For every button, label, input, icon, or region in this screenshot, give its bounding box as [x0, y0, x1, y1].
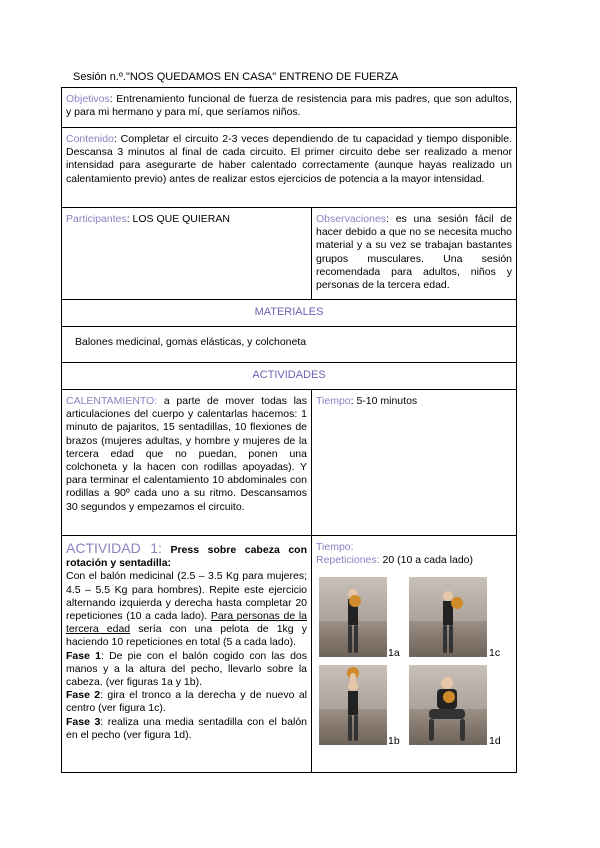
contenido-text: : Completar el circuito 2-3 veces dependiendo de tu capacidad y tiempo disponible. Descansa 3 minutos al final de cada circuito. El primer circuito debe ser realizado a menor intensidad para asegurarte de haber calentado correctamente (aunque hayas realizado un calentamiento previo) antes de realizar estos ejercicios de potencia a la mayor intensidad.	[66, 133, 512, 185]
calentamiento-text: a parte de mover todas las articulaciones del cuerpo y calentarlas hacemos: 1 minuto de pajaritos, 15 sentadillas, 10 flexiones de brazos (mujeres adultas, y hombre y mujeres de la tercera edad que no puedan, ponen una colchoneta y la hacen con rodillas apoyadas). Y para terminar el calentamiento 10 abdominales con rodillas a 90º cada uno a su ritmo. Descansamos 30 segundos y empezamos el circuito.	[66, 395, 307, 513]
actividades-header-row	[62, 363, 516, 390]
participantes-label: Participantes	[66, 213, 127, 225]
observaciones-label: Observaciones	[316, 213, 387, 225]
actividad1-repeticiones-label: Repeticiones:	[316, 554, 380, 567]
actividad1-label: ACTIVIDAD 1:	[66, 540, 162, 556]
actividad1-tiempo-label: Tiempo:	[316, 541, 354, 553]
calentamiento-row	[62, 390, 516, 536]
actividad1-p1-end: sería con una pelota de 1kg y haciendo 10 repeticiones en total (5 a cada lado).	[66, 623, 307, 649]
photo-1c	[409, 577, 487, 657]
session-table	[61, 87, 517, 773]
photo-1d	[409, 665, 487, 745]
caption-1a: 1a	[388, 647, 400, 660]
materiales-header-row	[62, 300, 516, 327]
actividad1-p1: Con el balón medicinal (2.5 – 3.5 Kg para mujeres; 4.5 – 5.5 Kg para hombres). Repite este ejercicio alternando izquierda y derecha hasta completar 20 repeticiones (10 a cada lado).	[66, 570, 307, 623]
calentamiento-label: CALENTAMIENTO:	[66, 395, 158, 407]
fase2-label: Fase 2	[66, 689, 101, 702]
contenido-label: Contenido	[66, 133, 114, 145]
caption-1d: 1d	[489, 735, 501, 748]
actividades-header: ACTIVIDADES	[252, 369, 326, 381]
actividad1-p1-underline: Para personas de la tercera edad	[66, 610, 307, 636]
calentamiento-tiempo-value: : 5-10 minutos	[350, 395, 418, 407]
caption-1c: 1c	[489, 647, 501, 660]
fase1-text: : De pie con el balón cogido con las dos manos y a la altura del pecho, llevarlo sobre la cabeza. (ver figuras 1a y 1b).	[66, 649, 307, 689]
materiales-text: Balones medicinal, gomas elásticas, y colchoneta	[75, 336, 307, 348]
photo-1a	[319, 577, 387, 657]
photo-1b	[319, 665, 387, 745]
page-title: Sesión n.º."NOS QUEDAMOS EN CASA" ENTRENO DE FUERZA	[73, 71, 399, 83]
objetivos-row	[62, 88, 516, 128]
fase3-text: : realiza una media sentadilla con el balón en el pecho (ver figura 1d).	[66, 715, 307, 741]
participantes-row	[62, 208, 516, 300]
calentamiento-tiempo-label: Tiempo	[316, 395, 351, 407]
caption-1b: 1b	[388, 735, 400, 748]
materiales-header: MATERIALES	[254, 306, 324, 318]
participantes-text: : LOS QUE QUIERAN	[126, 213, 230, 225]
actividad1-title: Press sobre cabeza con rotación y sentadilla:	[66, 544, 307, 570]
actividad1-row	[62, 536, 516, 772]
fase1-label: Fase 1	[66, 649, 101, 662]
contenido-row	[62, 128, 516, 208]
exercise-photos	[316, 567, 512, 747]
materiales-row	[62, 327, 516, 363]
objetivos-text: : Entrenamiento funcional de fuerza de resistencia para mis padres, que son adultos, y para mi hermano y para mí, que seríamos niños.	[66, 93, 512, 119]
actividad1-repeticiones-value: 20 (10 a cada lado)	[379, 554, 474, 567]
fase3-label: Fase 3	[66, 715, 101, 728]
observaciones-text: : es una sesión fácil de hacer debido a que no se necesita mucho material y a su vez se trabajan bastantes grupos musculares. Una sesión recomendada para adultos, niños y personas de la tercera edad.	[316, 213, 512, 292]
objetivos-label: Objetivos	[66, 93, 110, 105]
fase2-text: : gira el tronco a la derecha y de nuevo al centro (ver figura 1c).	[66, 689, 307, 715]
